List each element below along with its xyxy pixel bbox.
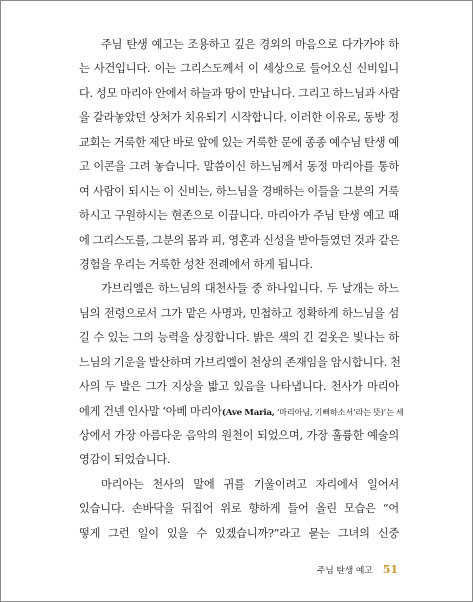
paragraph-line: 경험을 우리는 거룩한 성찬 전례에서 하게 됩니다. — [79, 257, 313, 271]
paragraph-line: 교회는 거룩한 제단 바로 앞에 있는 거룩한 문에 종종 예수님 탄생 예 — [79, 135, 400, 149]
line-text: 에게 건넨 인사말 ‘아베 마리아 — [79, 404, 222, 418]
paragraph-line: 느님의 기운을 발산하며 가브리엘이 천상의 존재임을 암시합니다. 천 — [79, 355, 401, 369]
paragraph-line: 영감이 되었습니다. — [79, 453, 171, 467]
paragraph-1 — [79, 33, 399, 277]
paragraph-line: 상에서 가장 아름다운 음악의 원천이 되었으며, 가장 훌륭한 예술의 — [79, 429, 399, 442]
paragraph-3 — [79, 473, 399, 546]
paragraph-line: 에 그리스도를, 그분의 몸과 피, 영혼과 신성을 받아들였던 것과 같은 — [79, 233, 400, 247]
paragraph-line: 을 갈라놓았던 상처가 치유되기 시작합니다. 이러한 이유로, 동방 정 — [79, 111, 399, 125]
paragraph-line: 사의 두 발은 그가 지상을 밟고 있음을 나타냅니다. 천사가 마리아 — [79, 380, 399, 394]
paragraph-line: 다. 성모 마리아 안에서 하늘과 땅이 만납니다. 그리고 하느님과 사람 — [79, 86, 400, 100]
body-text — [79, 33, 404, 546]
page-number: 51 — [382, 563, 398, 576]
paragraph-line: 마리아는 천사의 말에 귀를 기울이려고 자리에서 일어서 — [101, 477, 399, 491]
paragraph-line: 길 수 있는 그의 능력을 상징합니다. 밝은 색의 긴 겉옷은 빛나는 하 — [79, 331, 399, 345]
inline-note-gloss: ‘마리아님, 기뻐하소서’라는 뜻)’는 세 — [274, 406, 404, 417]
paragraph-line: 님의 전령으로서 그가 맡은 사명과, 민첩하고 정확하게 하느님을 섬 — [79, 306, 399, 320]
paragraph-line: 고 이콘을 그려 놓습니다. 말씀이신 하느님께서 동정 마리아를 통하 — [79, 160, 399, 174]
running-title: 주님 탄생 예고 — [316, 566, 373, 576]
inline-note-latin: (Ave Maria, — [221, 407, 275, 418]
paragraph-line-with-note — [79, 400, 404, 424]
page-footer — [317, 563, 398, 576]
paragraph-line: 가브리엘은 하느님의 대천사들 중 하나입니다. 두 날개는 하느 — [101, 282, 399, 296]
paragraph-line: 는 사건입니다. 이는 그리스도께서 이 세상으로 들어오신 신비입니 — [79, 62, 399, 76]
paragraph-2 — [79, 277, 404, 473]
paragraph-line: 하시고 구원하시는 현존으로 이끕니다. 마리아가 주님 탄생 예고 때 — [79, 209, 399, 223]
paragraph-line: 여 사람이 되시는 이 신비는, 하느님을 경배하는 이들을 그분의 거룩 — [79, 184, 399, 198]
paragraph-line: 떻게 그런 일이 있을 수 있겠습니까?”라고 묻는 그녀의 신중 — [79, 526, 399, 540]
paragraph-line: 주님 탄생 예고는 조용하고 깊은 경외의 마음으로 다가가야 하 — [101, 38, 399, 51]
paragraph-line: 있습니다. 손바닥을 뒤집어 위로 향하게 들어 올린 모습은 “어 — [79, 502, 399, 516]
